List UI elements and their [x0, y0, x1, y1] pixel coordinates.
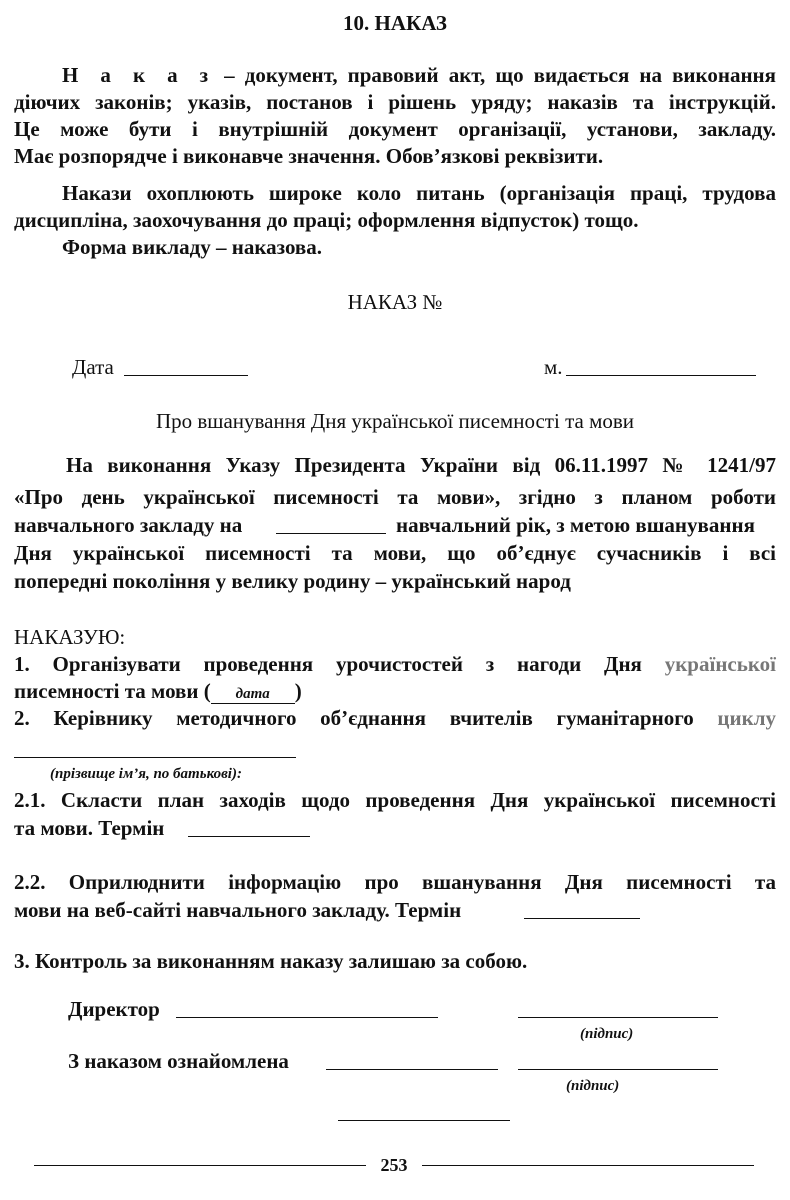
item-2-2-term-blank: [524, 918, 640, 919]
item-1-line-1: [14, 651, 776, 677]
footer-rule-left: [34, 1165, 366, 1166]
item-1-line-2-b: ): [294, 679, 302, 703]
acquainted-name-blank: [326, 1069, 498, 1070]
item-1-line-1-faded: української: [664, 652, 776, 676]
acquainted-label: З наказом ознайомлена: [68, 1049, 289, 1073]
item-2-1-line-2: та мови. Термін: [14, 816, 165, 840]
acquainted-signature-caption: (підпис): [566, 1078, 620, 1094]
item-2-line-1: [14, 705, 776, 731]
head-name-blank: [14, 757, 296, 758]
extra-blank: [338, 1120, 510, 1121]
date-blank: [124, 375, 248, 376]
preamble-line-1: На виконання Указу Президента України від 06.11.1997 № 1241/97: [66, 453, 776, 477]
director-label: Директор: [68, 997, 160, 1021]
city-label: м.: [544, 355, 563, 379]
school-year-blank: [276, 533, 386, 534]
intro-line-1: [14, 62, 776, 88]
preamble-line-3-a: навчального закладу на: [14, 513, 243, 537]
item-2-2-line-2: мови на веб-сайті навчального закладу. Термін: [14, 898, 462, 922]
footer-rule-right: [422, 1165, 754, 1166]
director-name-blank: [176, 1017, 438, 1018]
intro-line-5: Накази охоплюють широке коло питань (організація праці, трудова: [62, 181, 776, 205]
director-signature-blank: [518, 1017, 718, 1018]
acquainted-signature-blank: [518, 1069, 718, 1070]
item-2-line-1-faded: циклу: [717, 706, 776, 730]
intro-line-6: дисципліна, заохочування до праці; оформлення відпусток) тощо.: [14, 208, 639, 232]
item-2-1-line-1: 2.1. Скласти план заходів щодо проведення Дня української писемності: [14, 788, 776, 812]
preamble-line-3-b: навчальний рік, з метою вшанування: [396, 513, 755, 537]
preamble-line-5: попередні покоління у велику родину – український народ: [14, 569, 571, 593]
item-3: 3. Контроль за виконанням наказу залишаю за собою.: [14, 949, 528, 973]
date-label: Дата: [72, 355, 114, 379]
director-signature-caption: (підпис): [580, 1026, 634, 1042]
item-2-line-1-text: 2. Керівнику методичного об’єднання вчителів гуманітарного: [14, 706, 718, 730]
intro-line-4: Має розпорядче і виконавче значення. Обов’язкові реквізити.: [14, 144, 604, 168]
section-title: 10. НАКАЗ: [343, 11, 447, 35]
item-1-line-2-a: писемності та мови (: [14, 679, 211, 703]
form-title: НАКАЗ №: [347, 290, 443, 314]
item-2-1-term-blank: [188, 836, 310, 837]
intro-line-7: Форма викладу – наказова.: [62, 235, 323, 259]
head-name-caption: (прізвище ім’я, по батькові):: [50, 766, 242, 782]
preamble-line-4: Дня української писемності та мови, що об’єднує сучасників і всі: [14, 541, 776, 565]
page-number: 253: [380, 1155, 408, 1175]
preamble-line-2: «Про день української писемності та мови», згідно з планом роботи: [14, 485, 776, 509]
item-1-date-caption: дата: [211, 685, 295, 704]
item-2-2-line-1: 2.2. Оприлюднити інформацію про вшанування Дня писемності та: [14, 870, 776, 894]
intro-line-1-text: – документ, правовий акт, що видається на виконання: [214, 63, 776, 87]
intro-line-3: Це може бути і внутрішній документ організації, установи, закладу.: [14, 117, 776, 141]
city-blank: [566, 375, 756, 376]
intro-term: Н а к а з: [62, 63, 215, 87]
item-1-line-1-text: 1. Організувати проведення урочистостей з нагоди Дня: [14, 652, 665, 676]
order-word: НАКАЗУЮ:: [14, 625, 126, 649]
item-1-line-2: [14, 678, 302, 704]
intro-line-2: діючих законів; указів, постанов і рішень уряду; наказів та інструкцій.: [14, 90, 776, 114]
subject-line: Про вшанування Дня української писемності та мови: [155, 409, 635, 433]
